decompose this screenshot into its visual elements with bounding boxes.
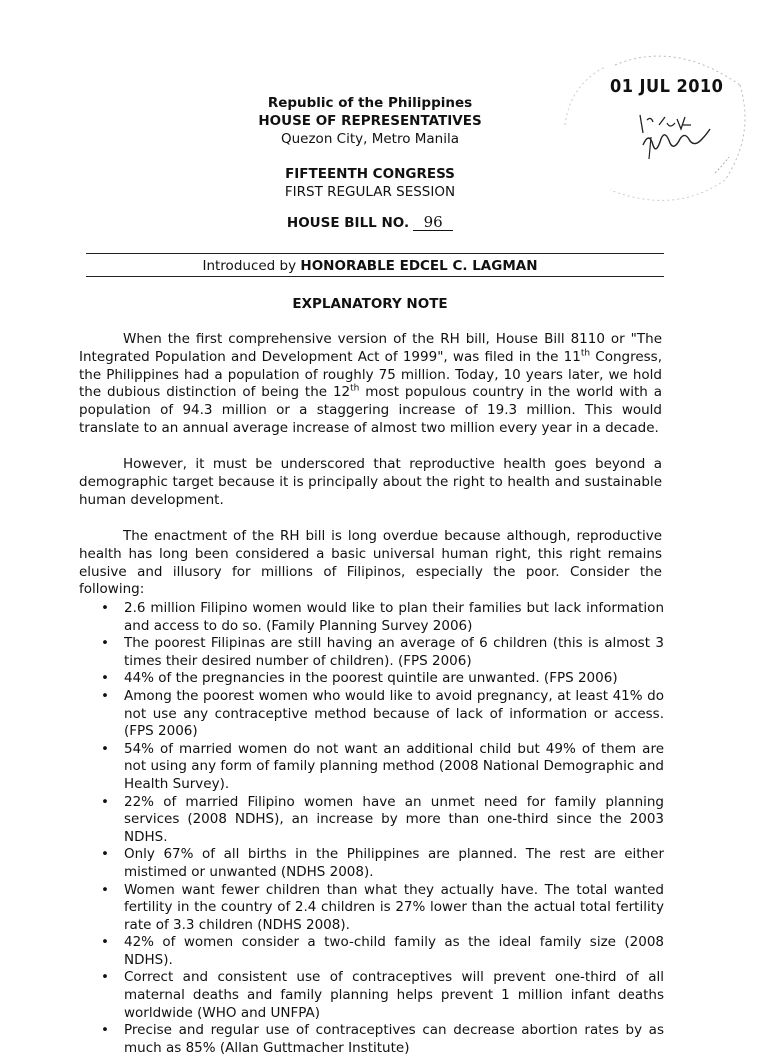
house-bill-number: 96 bbox=[413, 214, 453, 231]
stamp-date: 01 JUL 2010 bbox=[610, 76, 724, 97]
header-session: FIRST REGULAR SESSION bbox=[284, 184, 456, 200]
divider-bottom bbox=[86, 276, 664, 277]
statistics-list bbox=[79, 600, 664, 1057]
list-item-text: Women want fewer children than what they actually have. The total wanted fertility in the country of 2.4 children is 27% lower than the actual total fertility rate of 3.3 children (NDHS 2008). bbox=[124, 881, 664, 933]
paragraph-1-sup-2: th bbox=[350, 383, 360, 394]
list-item bbox=[79, 846, 664, 881]
paragraph-1-part-b: Congress, the Philippines had a population of roughly 75 million. Today, 10 years later, we hold the dubious distinction of being the 12 bbox=[79, 348, 662, 401]
bullet-icon: • bbox=[101, 670, 109, 687]
bullet-icon: • bbox=[101, 600, 109, 616]
bullet-icon: • bbox=[101, 881, 109, 898]
header-city: Quezon City, Metro Manila bbox=[280, 131, 460, 147]
paragraph-2: However, it must be underscored that reproductive health goes beyond a demographic target because it is principally about the right to health and sustainable human development. bbox=[79, 456, 662, 508]
list-item bbox=[79, 934, 664, 969]
list-item-text: Precise and regular use of contraceptives can decrease abortion rates by as much as 85% (Allan Guttmacher Institute) bbox=[124, 1022, 664, 1056]
list-item-text: 54% of married women do not want an additional child but 49% of them are not using any form of family planning method (2008 National Demographic and Health Survey). bbox=[124, 740, 664, 792]
paragraph-1-part-c: most populous country in the world with a population of 94.3 million or a staggering increase of 19.3 million. This would translate to an annual average increase of almost two million every year in a decade. bbox=[79, 384, 663, 436]
list-item-text: 2.6 million Filipino women would like to plan their families but lack information and access to do so. (Family Planning Survey 2006) bbox=[124, 600, 664, 634]
list-item bbox=[79, 882, 664, 935]
paragraph-1-part-a: When the first comprehensive version of the RH bill, House Bill 8110 or "The Integrated Population and Development Act of 1999", was filed in the 11 bbox=[79, 331, 662, 365]
bullet-icon: • bbox=[101, 934, 109, 951]
list-item bbox=[79, 600, 664, 635]
author-name: HONORABLE EDCEL C. LAGMAN bbox=[300, 258, 538, 274]
list-item-text: Only 67% of all births in the Philippines are planned. The rest are either mistimed or unwanted (NDHS 2008). bbox=[124, 846, 664, 880]
bullet-icon: • bbox=[101, 969, 109, 986]
paragraph-3: The enactment of the RH bill is long overdue because although, reproductive health has long been considered a basic universal human right, this right remains elusive and illusory for millions of Filipinos, especially the poor. Consider the following: bbox=[79, 528, 662, 598]
list-item-text: 22% of married Filipino women have an unmet need for family planning services (2008 NDHS), an increase by more than one-third since the 2003 NDHS. bbox=[124, 793, 664, 845]
list-item bbox=[79, 670, 664, 688]
list-item bbox=[79, 794, 664, 847]
header-congress: FIFTEENTH CONGRESS bbox=[285, 166, 455, 182]
list-item bbox=[79, 1022, 664, 1057]
bullet-icon: • bbox=[101, 1022, 109, 1039]
introduced-by bbox=[0, 257, 740, 275]
bullet-icon: • bbox=[101, 740, 109, 757]
header-house: HOUSE OF REPRESENTATIVES bbox=[258, 113, 482, 129]
list-item bbox=[79, 969, 664, 1022]
list-item-text: Correct and consistent use of contraceptives will prevent one-third of all maternal deaths and family planning helps prevent 1 million infant deaths worldwide (WHO and UNFPA) bbox=[124, 969, 664, 1021]
list-item-text: 42% of women consider a two-child family as the ideal family size (2008 NDHS). bbox=[124, 934, 664, 968]
bullet-icon: • bbox=[101, 635, 109, 652]
divider-top bbox=[86, 253, 664, 254]
explanatory-note-title: EXPLANATORY NOTE bbox=[292, 296, 448, 312]
paragraph-1-sup-1: th bbox=[580, 348, 591, 359]
paragraph-1 bbox=[79, 331, 662, 438]
bullet-icon: • bbox=[101, 793, 109, 810]
list-item-text: The poorest Filipinas are still having an average of 6 children (this is almost 3 times their desired number of children). (FPS 2006) bbox=[124, 635, 664, 669]
list-item bbox=[79, 741, 664, 794]
introduced-by-prefix: Introduced by bbox=[202, 258, 297, 274]
list-item bbox=[79, 635, 664, 670]
house-bill-label: HOUSE BILL NO. bbox=[286, 215, 410, 231]
house-bill-line bbox=[0, 214, 740, 232]
bullet-icon: • bbox=[101, 846, 109, 863]
header-republic: Republic of the Philippines bbox=[267, 95, 473, 111]
list-item-text: 44% of the pregnancies in the poorest quintile are unwanted. (FPS 2006) bbox=[124, 670, 618, 687]
list-item bbox=[79, 688, 664, 741]
bullet-icon: • bbox=[101, 687, 109, 704]
list-item-text: Among the poorest women who would like to avoid pregnancy, at least 41% do not use any contraceptive method because of lack of information or access. (FPS 2006) bbox=[124, 687, 664, 740]
